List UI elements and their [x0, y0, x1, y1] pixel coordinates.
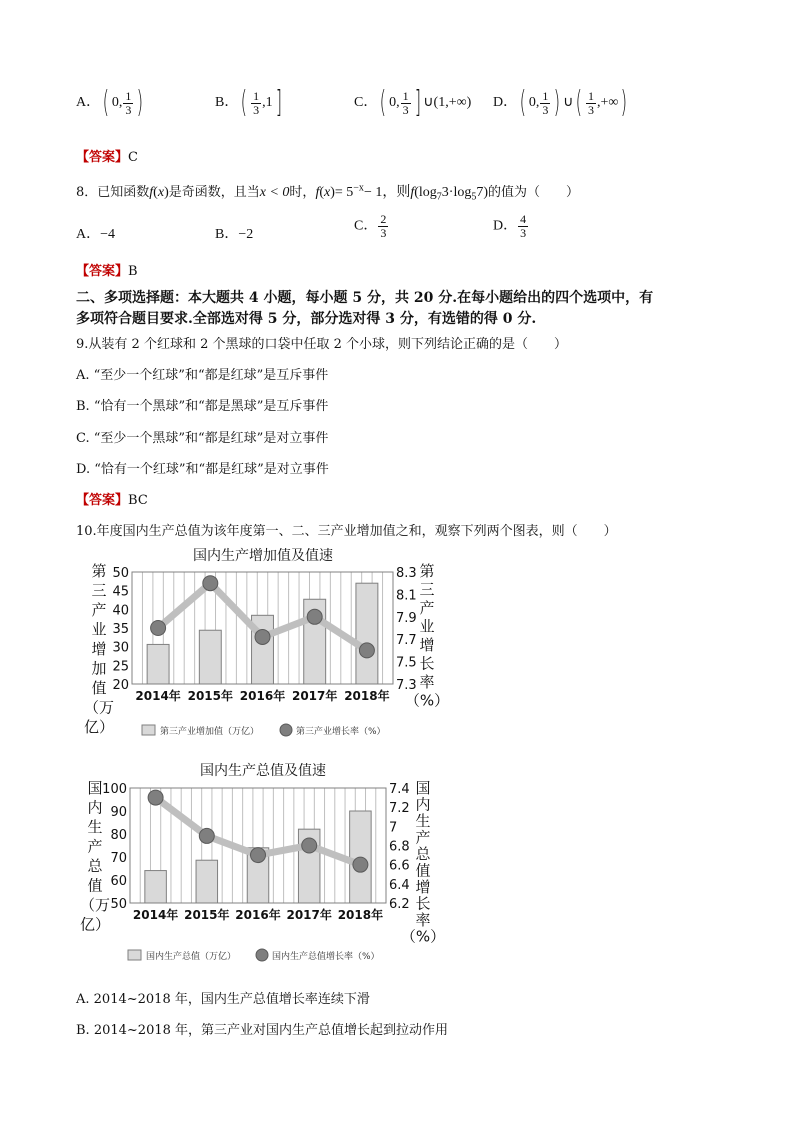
- y2-tick-label: 7.9: [396, 610, 417, 626]
- x-tick-label: 2016年: [239, 689, 286, 703]
- line-marker: [302, 838, 317, 853]
- y2-axis-label-char: 生: [415, 812, 431, 830]
- chart-tertiary-industry: [80, 542, 460, 740]
- q7-option-c: C．( 0, $\frac{1}{3}$ ] ∪(1,+∞): [354, 85, 472, 120]
- y2-axis-label-char: 率: [415, 911, 431, 929]
- y-tick-label: 70: [110, 851, 127, 866]
- y-axis-label-char: 加: [91, 659, 107, 678]
- legend-bar-label: 第三产业增加值（万亿）: [160, 727, 260, 737]
- chart-title: 国内生产总值及值速: [200, 763, 326, 779]
- y-axis-label-char: 生: [87, 818, 103, 836]
- line-marker: [203, 576, 218, 591]
- y-axis-label-char: 总: [87, 857, 103, 875]
- section2-line2: 多项符合题目要求.全部选对得 5 分，部分选对得 3 分，有选错的得 0 分.: [76, 311, 537, 327]
- y-tick-label: 80: [110, 828, 127, 843]
- y2-axis-label-char: 国: [415, 779, 431, 797]
- y-tick-label: 45: [112, 584, 129, 600]
- line-marker: [307, 609, 322, 624]
- y-tick-label: 60: [110, 874, 127, 889]
- y2-axis-label-char: 第: [419, 562, 435, 580]
- y-axis-label-char: 国: [87, 779, 103, 797]
- y-axis-label-char: 内: [87, 798, 103, 817]
- q8-stem: 8．已知函数f(x)是奇函数，且当x < 0时，$f(x)= 5^{-x}- 1$，则$f(\log_73\cdot\log_57)$的值为（ ）: [76, 182, 580, 203]
- y-axis-label-char: 业: [91, 620, 107, 639]
- legend-line-swatch: [280, 724, 292, 736]
- y2-axis-label-char: 业: [419, 617, 435, 636]
- y-axis-label-char: 产: [91, 601, 107, 619]
- q9-option-c: C. “至少一个黑球”和“都是红球”是对立事件: [76, 431, 329, 446]
- y-tick-label: 20: [112, 678, 129, 693]
- q9-option-b: B. “恰有一个黑球”和“都是黑球”是互斥事件: [76, 399, 329, 414]
- y-axis-label-char: 三: [91, 581, 107, 600]
- bar: [145, 871, 167, 903]
- legend-bar-swatch: [128, 950, 141, 960]
- y-axis-label-char: 亿）: [83, 718, 115, 736]
- y-axis-label-char: 增: [91, 640, 107, 658]
- y-axis-label-char: 第: [91, 562, 107, 580]
- line-marker: [353, 857, 368, 872]
- line-marker: [255, 629, 270, 644]
- x-tick-label: 2015年: [184, 908, 230, 922]
- legend-bar-label: 国内生产总值（万亿）: [146, 952, 237, 962]
- y2-axis-label-char: 值: [415, 861, 431, 880]
- y2-axis-label-char: 总: [415, 845, 431, 863]
- y2-tick-label: 7.5: [396, 655, 417, 671]
- x-tick-label: 2016年: [235, 908, 281, 922]
- y-tick-label: 90: [110, 805, 127, 820]
- y-axis-label-char: （万: [83, 698, 115, 717]
- y2-axis-label-char: 产: [415, 828, 431, 847]
- section2-line1: 二、多项选择题：本大题共 4 小题，每小题 5 分，共 20 分.在每小题给出的四个选项中，有: [76, 290, 654, 306]
- y2-tick-label: 6.6: [389, 858, 410, 874]
- x-tick-label: 2017年: [291, 689, 338, 703]
- legend-line-swatch: [256, 949, 268, 961]
- y2-axis-label-char: 增: [415, 878, 431, 896]
- y2-axis-label-char: （%）: [404, 691, 450, 710]
- q10-option-a: A. 2014~2018 年，国内生产总值增长率连续下滑: [76, 992, 370, 1007]
- y2-tick-label: 7.2: [389, 801, 410, 817]
- y2-tick-label: 8.1: [396, 588, 417, 604]
- y-tick-label: 30: [112, 640, 129, 656]
- bar: [356, 583, 378, 684]
- y-tick-label: 50: [112, 566, 129, 581]
- y2-tick-label: 7.4: [389, 782, 410, 797]
- q9-answer: 【答案】BC: [76, 493, 148, 508]
- y2-axis-label-char: 长: [415, 894, 431, 913]
- y2-tick-label: 6.4: [389, 877, 410, 893]
- y2-tick-label: 7.7: [396, 633, 417, 649]
- q7-option-a: A．( 0, $\frac{1}{3}$ ): [76, 85, 144, 120]
- q9-option-a: A. “至少一个红球”和“都是红球”是互斥事件: [76, 368, 329, 383]
- legend-line-label: 国内生产总值增长率（%）: [272, 952, 380, 962]
- y2-axis-label-char: 增: [419, 636, 435, 654]
- q8-answer: 【答案】B: [76, 264, 138, 279]
- y-axis-label-char: 亿）: [80, 915, 111, 934]
- chart-title: 国内生产增加值及值速: [193, 548, 333, 564]
- y2-axis-label-char: 内: [415, 795, 431, 814]
- line-marker: [148, 790, 163, 805]
- line-marker: [151, 621, 166, 636]
- q7-option-b: B．( $\frac{1}{3}$ ,1]: [215, 85, 282, 120]
- y-axis-label-char: 值: [91, 679, 107, 697]
- y-tick-label: 100: [102, 782, 127, 797]
- y2-tick-label: 7.3: [396, 678, 417, 693]
- q10-stem: 10.年度国内生产总值为该年度第一、二、三产业增加值之和，观察下列两个图表，则（ ）: [76, 524, 617, 539]
- y2-axis-label-char: （%）: [400, 927, 446, 946]
- x-tick-label: 2018年: [337, 908, 384, 922]
- y2-axis-label-char: 三: [419, 580, 435, 599]
- y2-tick-label: 6.2: [389, 897, 410, 912]
- y2-tick-label: 8.3: [396, 566, 417, 581]
- x-tick-label: 2017年: [286, 908, 332, 922]
- bar: [196, 860, 218, 903]
- y2-axis-label-char: 长: [419, 654, 435, 673]
- x-tick-label: 2014年: [135, 689, 181, 703]
- y-axis-label-char: 产: [87, 837, 103, 856]
- x-tick-label: 2015年: [187, 689, 234, 703]
- q8-option-b: B．−2: [215, 227, 254, 242]
- x-tick-label: 2018年: [344, 689, 390, 703]
- x-tick-label: 2014年: [132, 908, 179, 922]
- legend-line-label: 第三产业增长率（%）: [296, 727, 386, 737]
- line-marker: [359, 643, 374, 658]
- line-marker: [199, 828, 214, 843]
- y2-axis-label-char: 率: [419, 673, 435, 691]
- q9-stem: 9.从装有 2 个红球和 2 个黑球的口袋中任取 2 个小球，则下列结论正确的是（ ）: [76, 337, 568, 352]
- bar: [199, 630, 221, 684]
- q8-option-a: A．−4: [76, 227, 116, 242]
- y-axis-label-char: 值: [87, 876, 103, 895]
- y2-tick-label: 6.8: [389, 839, 410, 855]
- y-tick-label: 40: [112, 603, 129, 619]
- q7-answer: 【答案】C: [76, 150, 138, 165]
- y2-tick-label: 7: [389, 820, 398, 836]
- y-tick-label: 50: [110, 897, 127, 912]
- y-tick-label: 25: [112, 659, 129, 675]
- y2-axis-label-char: 产: [419, 599, 435, 617]
- q8-option-d: D． $\frac{4}{3}$: [493, 212, 527, 240]
- bar: [147, 644, 169, 684]
- line-marker: [251, 848, 266, 863]
- y-tick-label: 35: [112, 622, 129, 637]
- q10-option-b: B. 2014~2018 年，第三产业对国内生产总值增长起到拉动作用: [76, 1023, 449, 1038]
- y-axis-label-char: （万: [80, 896, 111, 914]
- legend-bar-swatch: [142, 725, 155, 735]
- chart-gdp: [80, 760, 460, 965]
- q8-option-c: C． $\frac{2}{3}$: [354, 212, 387, 240]
- q9-option-d: D. “恰有一个红球”和“都是红球”是对立事件: [76, 462, 329, 477]
- q7-option-d: D．( 0, $\frac{1}{3}$ ) ∪( $\frac{1}{3}$ ,+∞): [493, 85, 628, 120]
